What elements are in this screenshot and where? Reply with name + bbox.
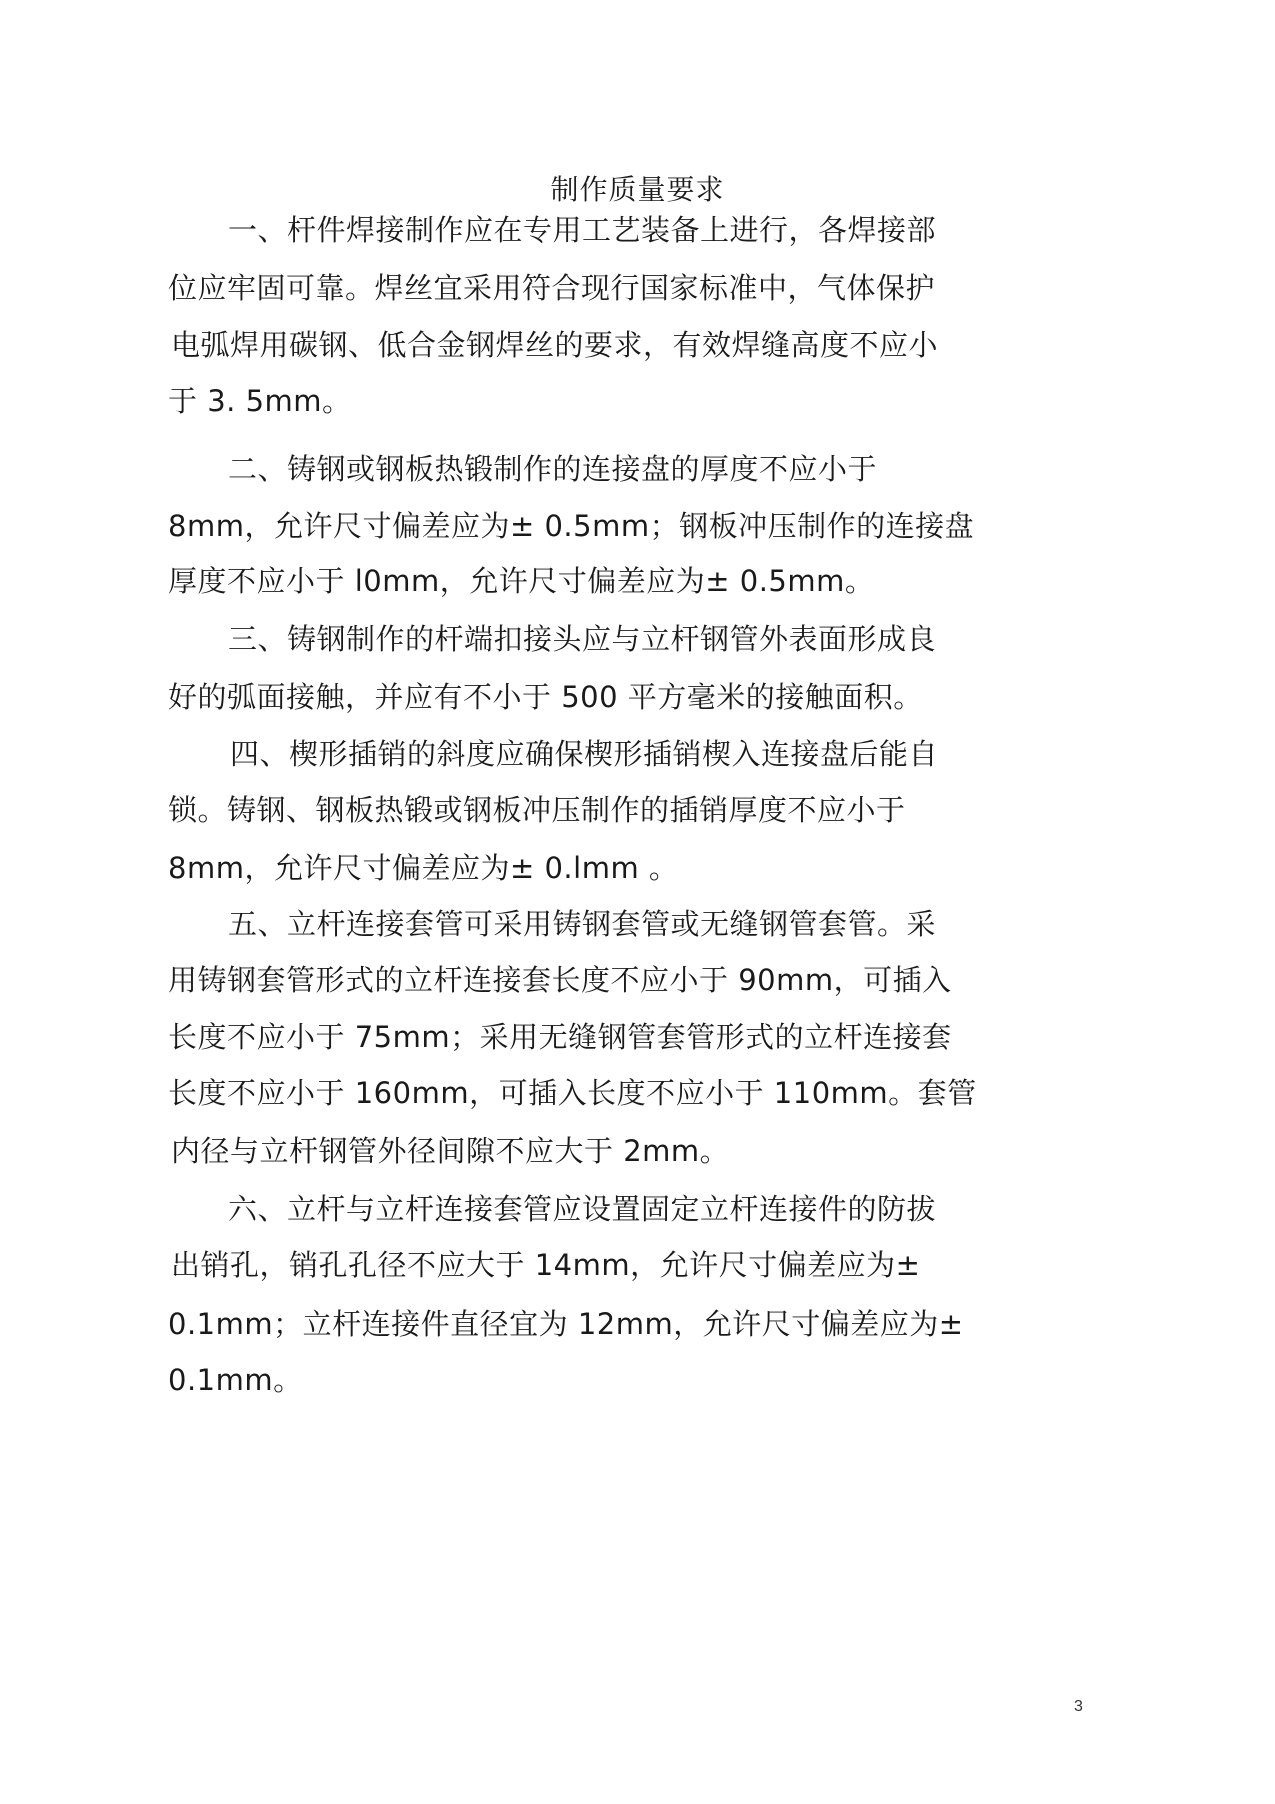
paragraph-6-line-4: 0.1mm。: [168, 1363, 303, 1397]
paragraph-6-line-3: 0.1mm；立杆连接件直径宜为 12mm，允许尺寸偏差应为±: [168, 1307, 964, 1341]
paragraph-3-line-1: 三、铸钢制作的杆端扣接头应与立杆钢管外表面形成良: [228, 622, 937, 656]
paragraph-6-line-2: 出销孔，销孔孔径不应大于 14mm，允许尺寸偏差应为±: [171, 1248, 921, 1282]
paragraph-1-line-3: 电弧焊用碳钢、低合金钢焊丝的要求，有效焊缝高度不应小: [171, 328, 939, 362]
paragraph-4-line-1: 四、楔形插销的斜度应确保楔形插销楔入连接盘后能自: [230, 737, 939, 771]
paragraph-4-line-2: 锁。铸钢、钢板热锻或钢板冲压制作的插销厚度不应小于: [168, 793, 906, 827]
paragraph-2-line-2: 8mm，允许尺寸偏差应为± 0.5mm；钢板冲压制作的连接盘: [168, 509, 975, 543]
paragraph-1-line-1: 一、杆件焊接制作应在专用工艺装备上进行，各焊接部: [228, 213, 937, 247]
paragraph-6-line-1: 六、立杆与立杆连接套管应设置固定立杆连接件的防拔: [228, 1192, 937, 1226]
paragraph-5-line-1: 五、立杆连接套管可采用铸钢套管或无缝钢管套管。采: [228, 907, 937, 941]
page-title: 制作质量要求: [550, 173, 725, 206]
paragraph-3-line-2: 好的弧面接触，并应有不小于 500 平方毫米的接触面积。: [168, 680, 923, 714]
paragraph-5-line-4: 长度不应小于 160mm，可插入长度不应小于 110mm。套管: [168, 1076, 977, 1110]
paragraph-2-line-1: 二、铸钢或钢板热锻制作的连接盘的厚度不应小于: [228, 452, 878, 486]
paragraph-5-line-2: 用铸钢套管形式的立杆连接套长度不应小于 90mm，可插入: [168, 963, 952, 997]
paragraph-5-line-5: 内径与立杆钢管外径间隙不应大于 2mm。: [171, 1134, 730, 1168]
page-number: 3: [1074, 1698, 1083, 1715]
paragraph-5-line-3: 长度不应小于 75mm；采用无缝钢管套管形式的立杆连接套: [168, 1020, 952, 1054]
paragraph-1-line-4: 于 3. 5mm。: [168, 384, 352, 418]
paragraph-2-line-3: 厚度不应小于 l0mm，允许尺寸偏差应为± 0.5mm。: [168, 564, 875, 598]
paragraph-4-line-3: 8mm，允许尺寸偏差应为± 0.lmm 。: [168, 851, 679, 885]
paragraph-1-line-2: 位应牢固可靠。焊丝宜采用符合现行国家标准中，气体保护: [168, 271, 936, 305]
